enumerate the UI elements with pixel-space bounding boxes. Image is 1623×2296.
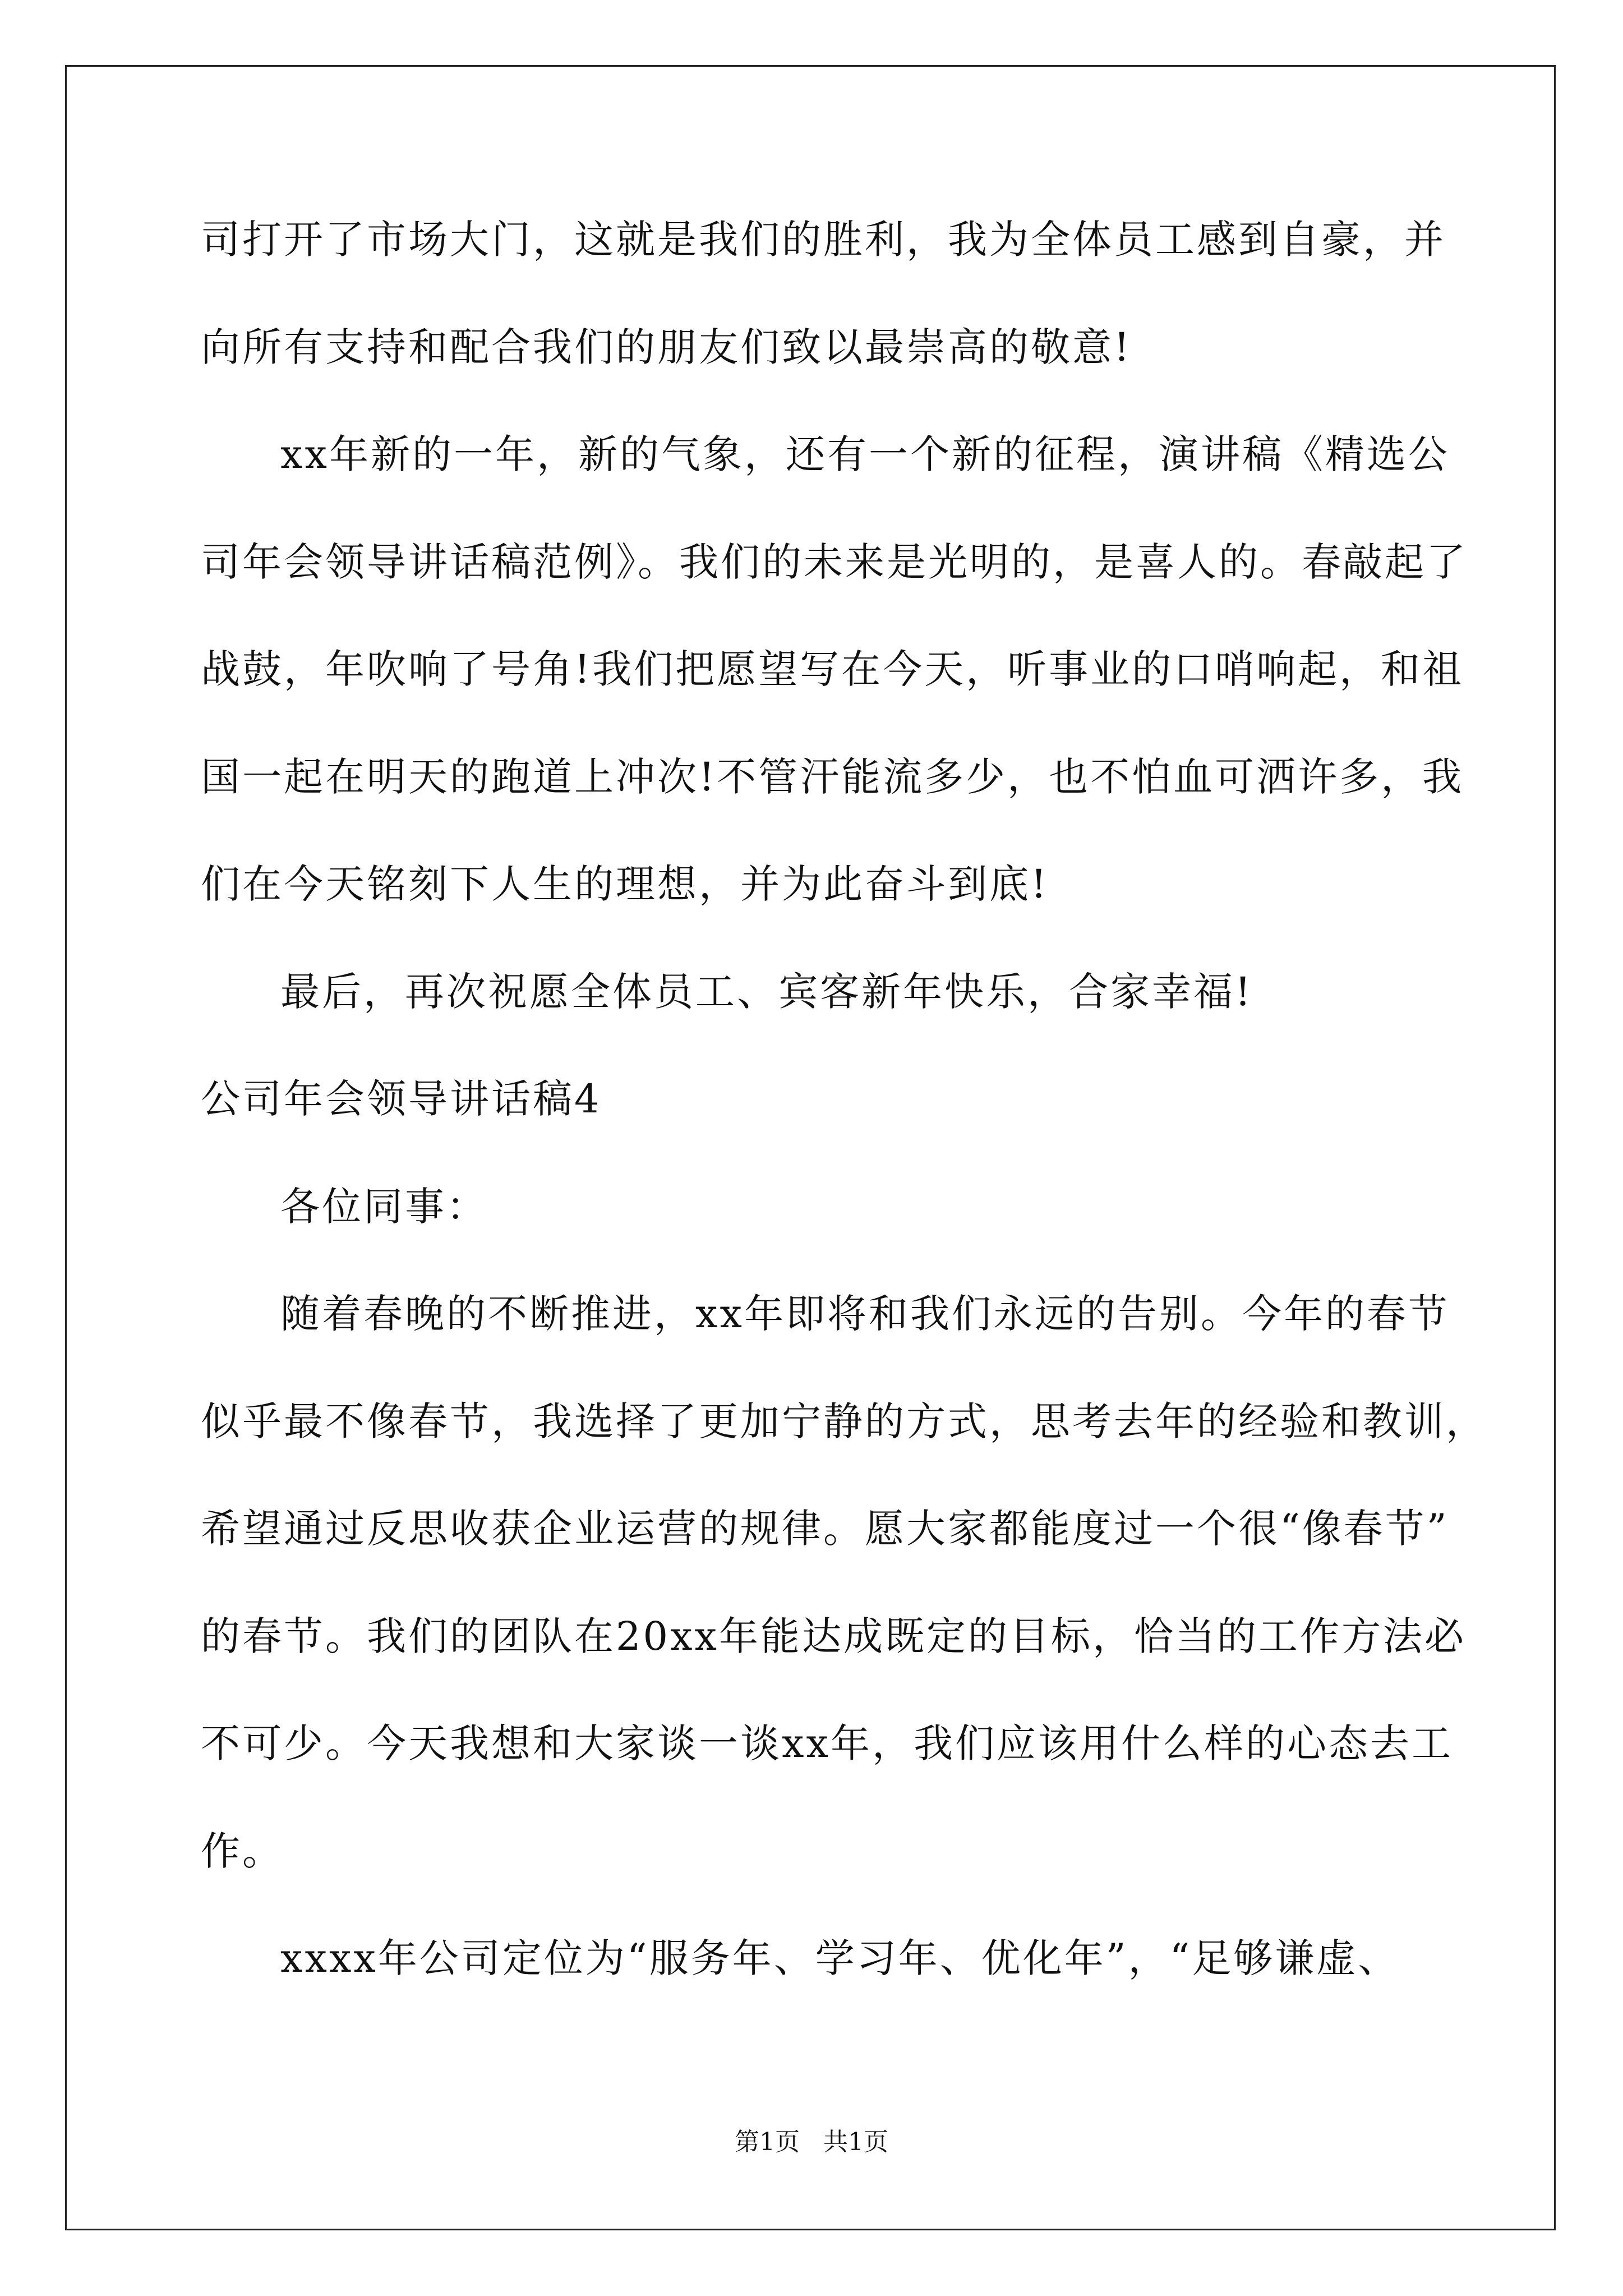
page-border	[65, 65, 1556, 2230]
text-line: 作。	[201, 1828, 284, 1874]
text-line: 的春节。我们的团队在20xx年能达成既定的目标，恰当的工作方法必	[201, 1613, 1467, 1659]
text-line: 们在今天铭刻下人生的理想，并为此奋斗到底!	[201, 861, 1049, 907]
page-number: 第1页 共1页	[735, 2128, 888, 2156]
text-line: xx年新的一年，新的气象，还有一个新的征程，演讲稿《精选公	[280, 431, 1450, 477]
text-line: 向所有支持和配合我们的朋友们致以最崇高的敬意!	[201, 324, 1132, 370]
text-line: 最后，再次祝愿全体员工、宾客新年快乐，合家幸福!	[280, 968, 1253, 1015]
text-line: 似乎最不像春节，我选择了更加宁静的方式，思考去年的经验和教训，	[201, 1398, 1487, 1444]
text-line: xxxx年公司定位为“服务年、学习年、优化年”，“足够谦虚、	[280, 1935, 1400, 1981]
text-line: 希望通过反思收获企业运营的规律。愿大家都能度过一个很“像春节”	[201, 1506, 1449, 1552]
text-line: 司年会领导讲话稿范例》。我们的未来是光明的，是喜人的。春敲起了	[201, 539, 1468, 585]
text-line: 战鼓，年吹响了号角!我们把愿望写在今天，听事业的口哨响起，和祖	[201, 646, 1464, 692]
text-line: 司打开了市场大门，这就是我们的胜利，我为全体员工感到自豪，并	[201, 217, 1446, 263]
text-line: 国一起在明天的跑道上冲次!不管汗能流多少，也不怕血可洒许多，我	[201, 753, 1464, 800]
text-line: 随着春晚的不断推进，xx年即将和我们永远的告别。今年的春节	[280, 1291, 1450, 1337]
section-heading: 公司年会领导讲话稿4	[201, 1076, 602, 1122]
salutation: 各位同事：	[280, 1183, 488, 1230]
text-line: 不可少。今天我想和大家谈一谈xx年，我们应该用什么样的心态去工	[201, 1720, 1453, 1766]
